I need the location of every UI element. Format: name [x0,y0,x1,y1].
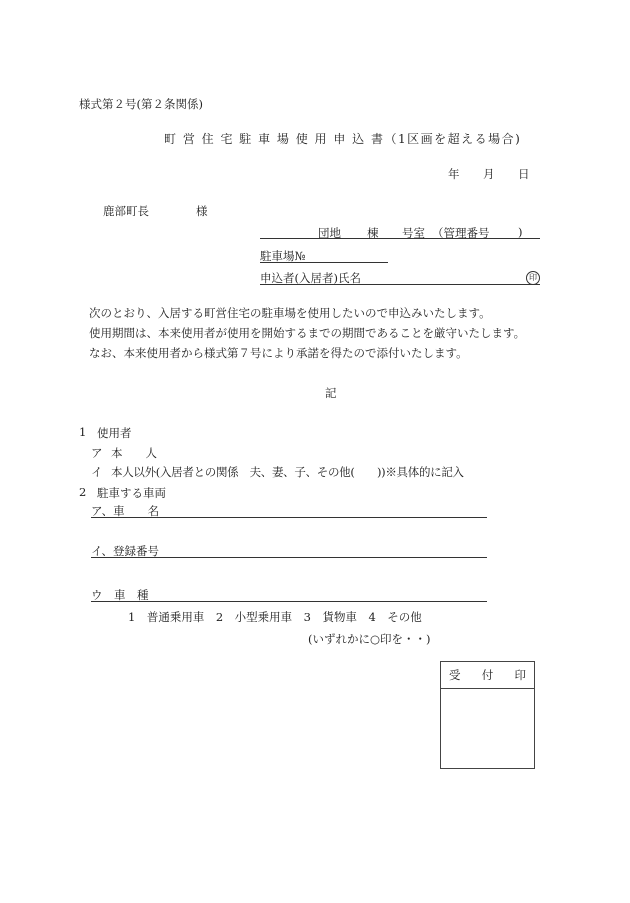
vehicle-type-options: 1 普通乗用車 2 小型乗用車 3 貨物車 4 その他 [128,610,422,624]
section1-item-a-text: 本 人 [111,446,157,460]
stamp-char-2: 付 [481,668,494,682]
stamp-char-3: 印 [514,668,526,682]
seal-mark: 印 [526,271,540,285]
applicant-name-underline [260,284,540,285]
body-line-3: なお、本来使用者から様式第７号により承諾を得たので添付いたします。 [89,346,468,360]
addressee-honorific: 様 [196,204,208,218]
residence-admin-no: （管理番号 [432,226,490,240]
addressee-name: 鹿部町長 [103,204,149,218]
residence-underline [260,238,540,239]
section1-number: 1 [79,425,87,439]
reception-stamp-box [440,661,535,769]
section2-title: 駐車する車両 [97,486,166,500]
date-month-label: 月 [483,167,495,181]
ki-heading: 記 [325,386,337,400]
registration-number-underline [91,557,487,558]
date-year-label: 年 [448,167,460,181]
residence-danchi: 団地 [318,226,341,240]
date-day-label: 日 [518,167,530,181]
reception-stamp-header [441,662,534,689]
body-line-2: 使用期間は、本来使用者が使用を開始するまでの期間であることを厳守いたします。 [89,326,526,340]
vehicle-type-underline [91,601,487,602]
parking-number-label: 駐車場№ [260,249,306,263]
body-line-1: 次のとおり、入居する町営住宅の駐車場を使用したいので申込みいたします。 [89,306,491,320]
vehicle-type-note: (いずれかに○印を・・) [308,632,431,646]
residence-room: 号室 [402,226,425,240]
stamp-char-1: 受 [449,668,461,682]
section1-item-i-kana: イ [91,465,103,479]
section1-item-a-kana: ア [91,446,103,460]
vehicle-name-label: ア、車 名 [91,504,160,518]
parking-number-underline [260,262,388,263]
section1-item-i-text: 本人以外(入居者との関係 夫、妻、子、その他( ))※具体的に記入 [111,465,464,479]
applicant-name-label: 申込者(入居者)氏名 [260,271,361,285]
residence-mune: 棟 [367,226,379,240]
section1-title: 使用者 [97,426,132,440]
residence-admin-close: ) [518,225,523,239]
section2-number: 2 [79,485,87,499]
vehicle-name-underline [91,517,487,518]
registration-number-label: イ、登録番号 [91,544,159,558]
form-number: 様式第２号(第２条関係) [79,97,203,111]
page-title: 町 営 住 宅 駐 車 場 使 用 申 込 書（1区画を超える場合) [164,132,522,146]
vehicle-type-label: ウ 車 種 [91,588,149,602]
